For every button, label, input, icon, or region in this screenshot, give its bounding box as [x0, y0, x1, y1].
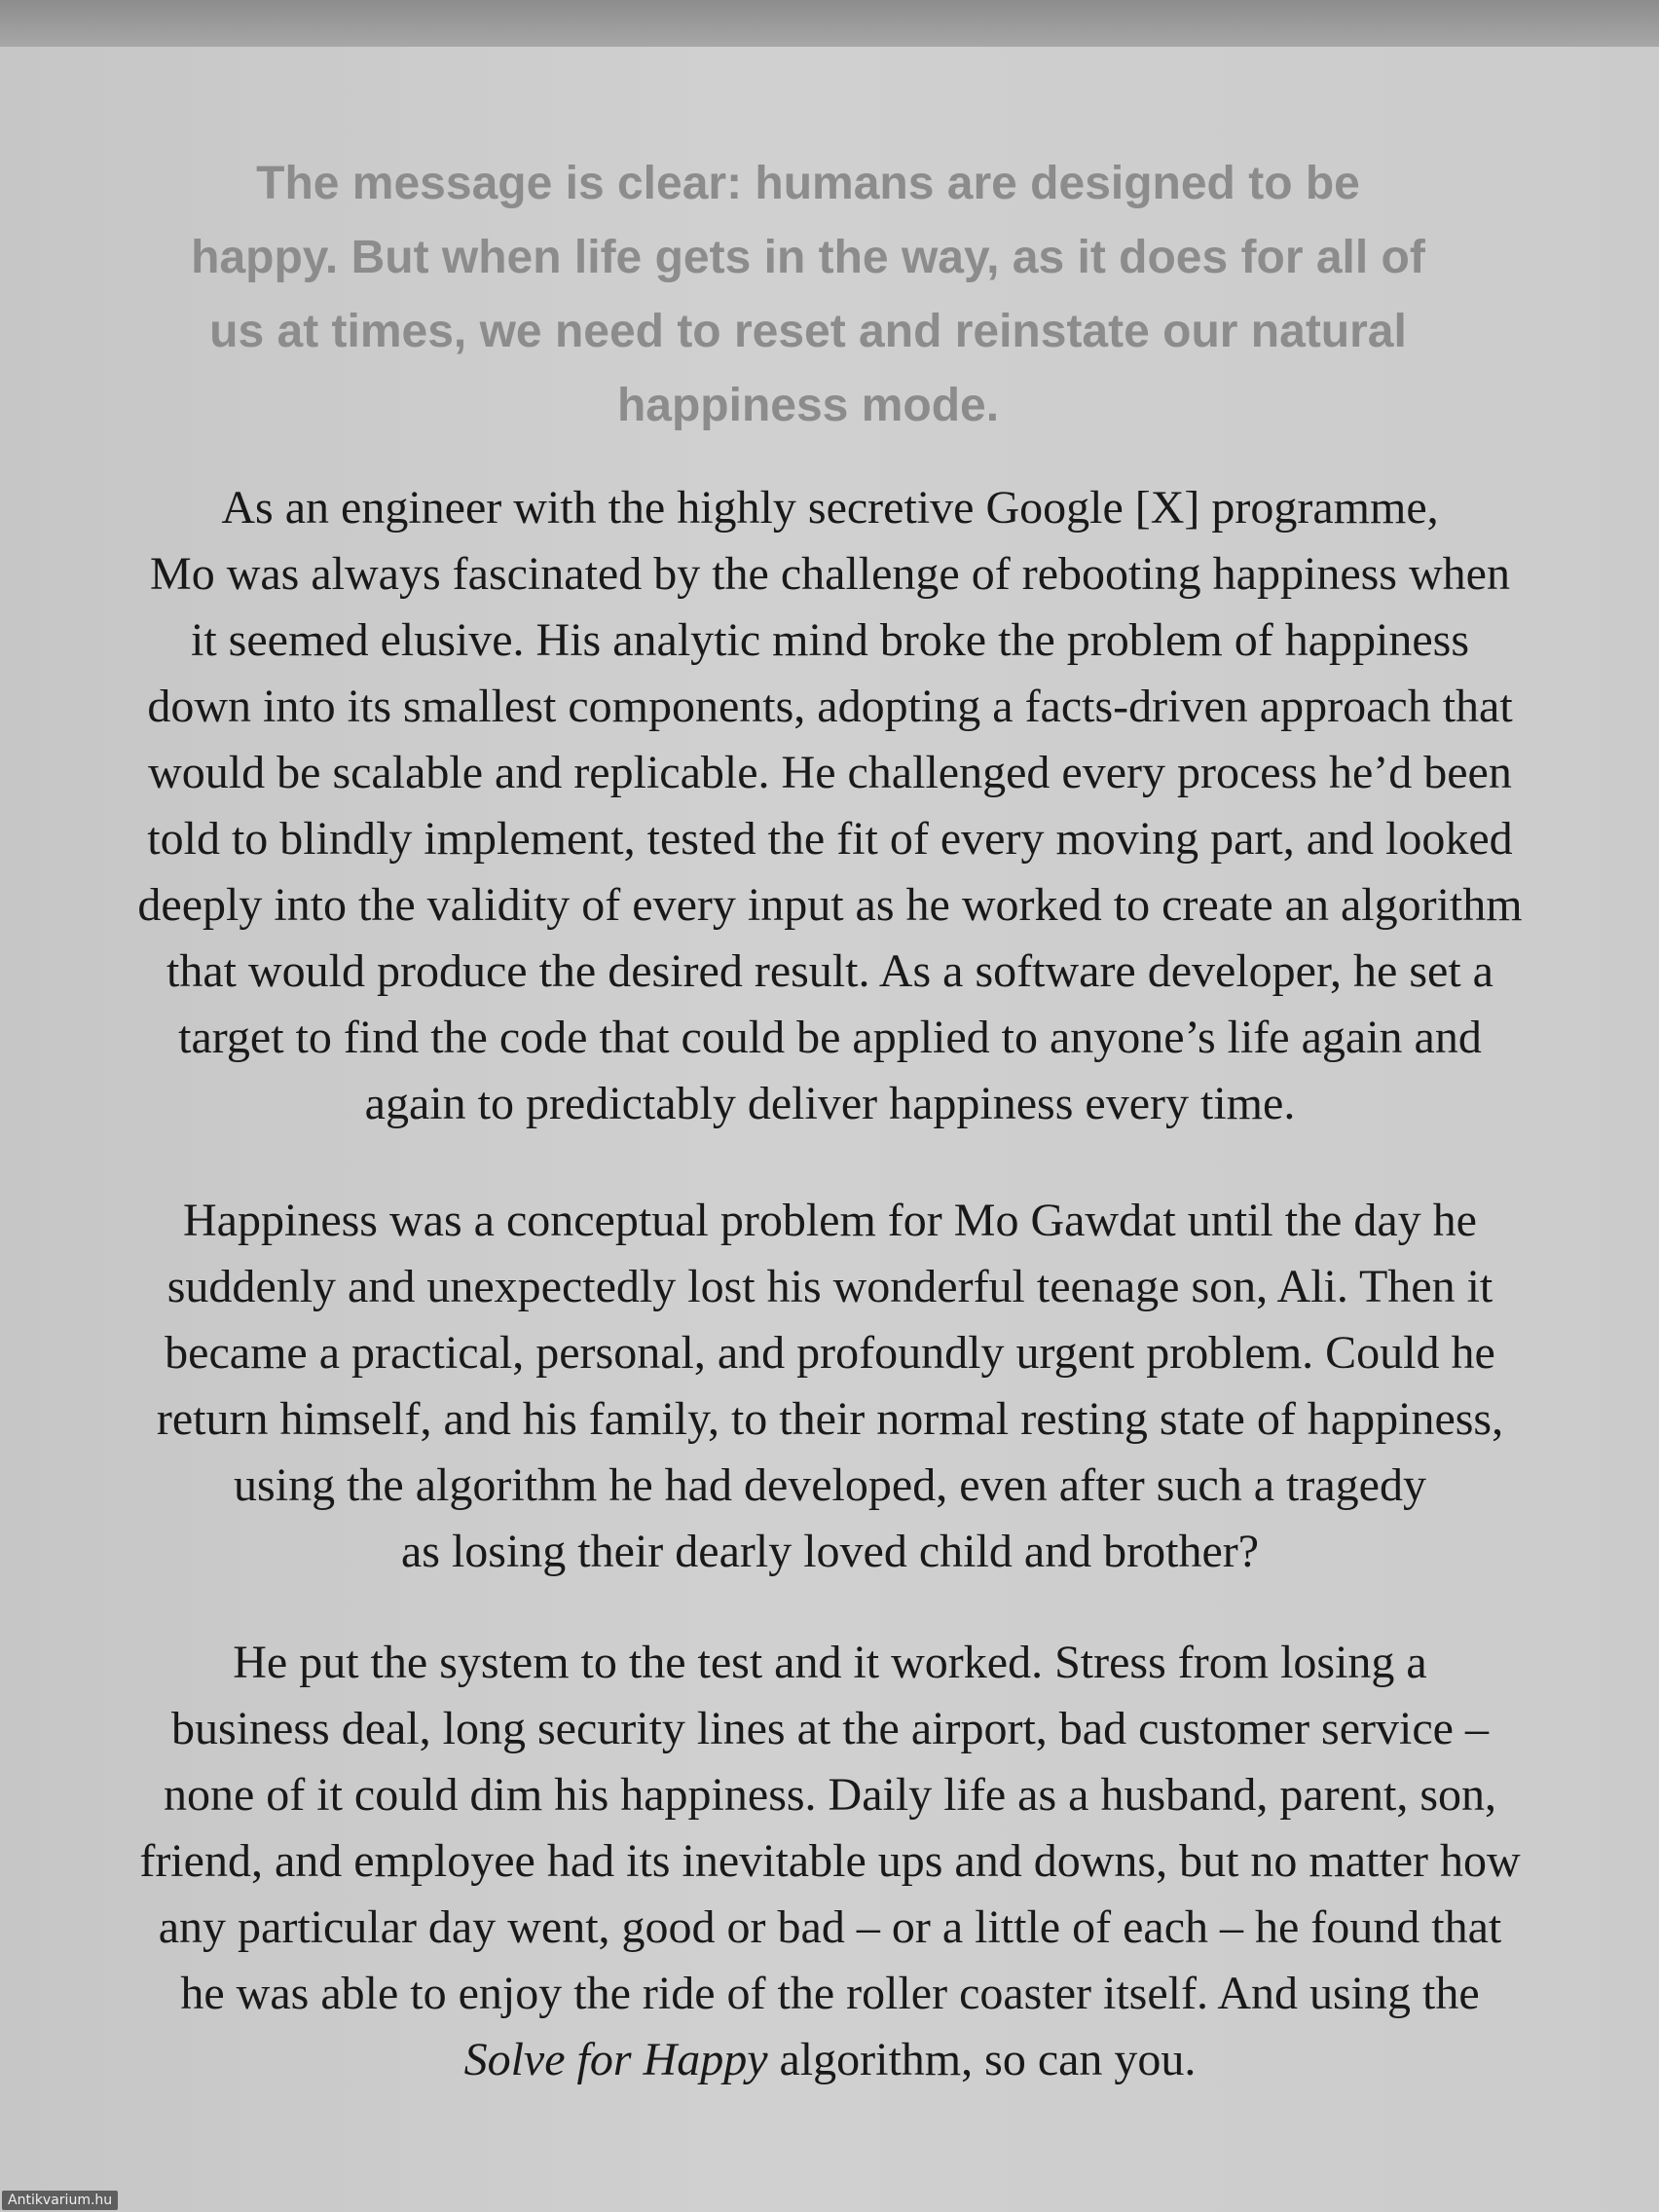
pull-quote: [102, 147, 1514, 443]
paragraph-line: would be scalable and replicable. He challenged every process he’d been: [148, 747, 1512, 798]
paragraph-line: target to find the code that could be applied to anyone’s life again and: [178, 1012, 1482, 1063]
paragraph-line: told to blindly implement, tested the fit of every moving part, and looked: [147, 813, 1513, 865]
paragraph-line: suddenly and unexpectedly lost his wonderful teenage son, Ali. Then it: [166, 1261, 1493, 1312]
paragraph-line: that would produce the desired result. As a software developer, he set a: [166, 945, 1493, 997]
watermark-badge: Antikvarium.hu: [2, 2191, 118, 2210]
paragraph-loss: [73, 1188, 1587, 1585]
paragraph-line: Happiness was a conceptual problem for Mo Gawdat until the day he: [183, 1195, 1477, 1246]
paragraph-line: none of it could dim his happiness. Daily life as a husband, parent, son,: [163, 1769, 1497, 1821]
pull-quote-line: us at times, we need to reset and reinstate our natural: [209, 306, 1407, 357]
paragraph-line: friend, and employee had its inevitable ups and downs, but no matter how: [139, 1835, 1521, 1887]
paragraph-line: As an engineer with the highly secretive Google [X] programme,: [221, 482, 1439, 534]
paragraph-line: return himself, and his family, to their normal resting state of happiness,: [156, 1393, 1504, 1445]
paragraph-line: Mo was always fascinated by the challenge of rebooting happiness when: [150, 548, 1510, 600]
paragraph-engineer: [73, 475, 1587, 1137]
book-top-edge: [0, 0, 1659, 47]
book-back-cover: [0, 47, 1659, 2212]
closing-text: algorithm, so can you.: [767, 2034, 1197, 2085]
pull-quote-line: happy. But when life gets in the way, as it does for all of: [191, 232, 1425, 283]
paragraph-line: He put the system to the test and it worked. Stress from losing a: [233, 1637, 1427, 1688]
paragraph-last-line: [73, 2027, 1587, 2093]
pull-quote-line: happiness mode.: [616, 380, 1000, 431]
paragraph-line: he was able to enjoy the ride of the roller coaster itself. And using the: [180, 1968, 1480, 2019]
pull-quote-line: The message is clear: humans are designed to be: [256, 158, 1360, 209]
paragraph-test: [73, 1630, 1587, 2093]
paragraph-line: became a practical, personal, and profoundly urgent problem. Could he: [165, 1327, 1495, 1379]
paragraph-line: as losing their dearly loved child and brother?: [400, 1526, 1260, 1577]
paragraph-line: down into its smallest components, adopting a facts-driven approach that: [147, 681, 1513, 732]
paragraph-line: using the algorithm he had developed, even after such a tragedy: [234, 1459, 1426, 1511]
paragraph-line: any particular day went, good or bad – or a little of each – he found that: [158, 1901, 1502, 1953]
paragraph-line: again to predictably deliver happiness every time.: [364, 1078, 1296, 1129]
paragraph-line: it seemed elusive. His analytic mind broke the problem of happiness: [190, 614, 1469, 666]
book-title-italic: Solve for Happy: [463, 2034, 768, 2085]
paragraph-line: business deal, long security lines at the airport, bad customer service –: [171, 1703, 1489, 1754]
paragraph-line: deeply into the validity of every input as he worked to create an algorithm: [137, 879, 1523, 931]
